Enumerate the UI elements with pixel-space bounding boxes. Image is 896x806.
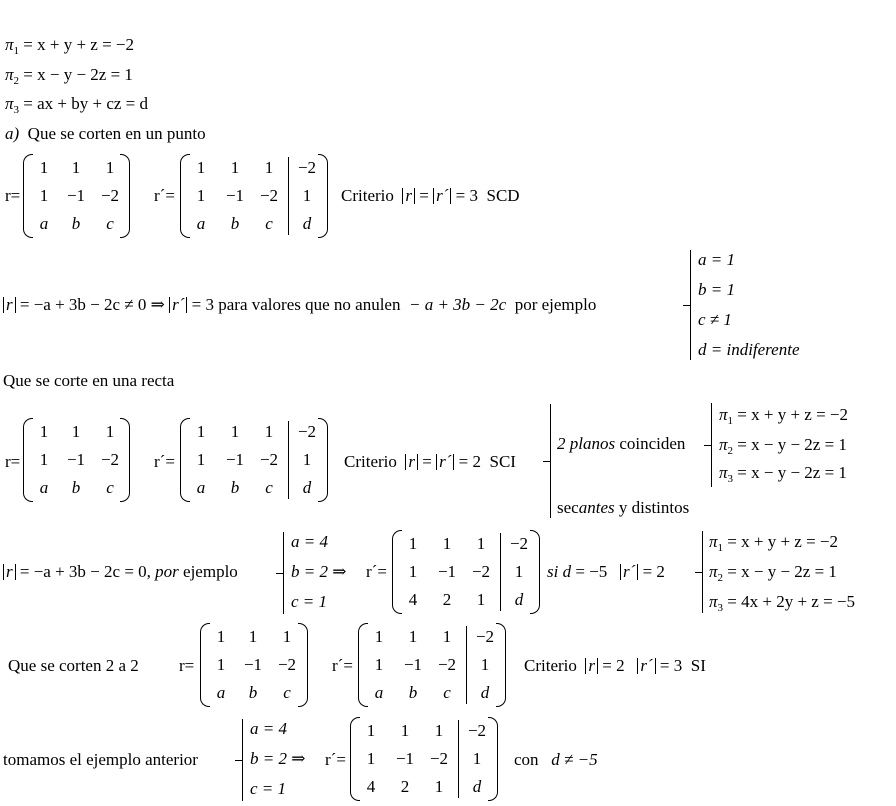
r-label: r= bbox=[5, 186, 21, 205]
recta-heading: Que se corte en una recta bbox=[3, 371, 175, 390]
rank-condition-2: r = −a + 3b − 2c = 0, por ejemplo bbox=[3, 562, 238, 582]
matrix-example-2: 1 1 1 −2 1 −1 −2 1 4 2 1 d bbox=[350, 717, 498, 801]
matrix-r-1: 1 1 1 1 −1 −2 a b c bbox=[23, 154, 130, 238]
ex-plane-3: $\pi_3 = 4x + 2y + z = -5$ bbox=[709, 592, 856, 614]
brace-example-3 bbox=[242, 719, 250, 801]
matrix-ra-3: 1 1 1 −2 1 −1 −2 1 a b c d bbox=[358, 623, 506, 707]
sci-case-secantes: secantes y distintos bbox=[557, 498, 690, 517]
matrix-r-3: 1 1 1 1 −1 −2 a b c bbox=[200, 623, 308, 707]
ra-label: r´= bbox=[154, 452, 175, 471]
rank-condition-1: r = −a + 3b − 2c ≠ 0 ⇒ r´ = 3 para valores que no anulen − a + 3b − 2c por ejemplo bbox=[3, 295, 596, 315]
matrix-r-2: 1 1 1 1 −1 −2 a b c bbox=[23, 418, 130, 502]
brace-coinciden bbox=[711, 403, 719, 487]
example1-b: b = 1 bbox=[698, 280, 735, 299]
sci-plane-1: $\pi_1 = x + y + z = -2$ bbox=[719, 405, 849, 427]
example3-a: a = 4 bbox=[250, 719, 287, 738]
part-a-heading: a) Que se corten en un punto bbox=[5, 124, 206, 143]
brace-example-1 bbox=[690, 250, 698, 360]
criterio-sci: Criterio r = r´ = 2 SCI bbox=[344, 452, 516, 471]
ra-label: r´= bbox=[332, 656, 353, 675]
plane-eq-1: $\pi_1 = x + y + z = -2$ bbox=[5, 35, 135, 57]
r-label: r= bbox=[5, 452, 21, 471]
example2-a: a = 4 bbox=[291, 532, 328, 551]
example1-a: a = 1 bbox=[698, 250, 735, 269]
dos-a-dos-heading: Que se corten 2 a 2 bbox=[8, 656, 139, 675]
example3-b: b = 2 ⇒ bbox=[250, 749, 306, 768]
brace-example-2 bbox=[283, 532, 291, 614]
ra-label: r´= bbox=[154, 186, 175, 205]
criterio-scd: Criterio r = r´ = 3 SCD bbox=[341, 186, 520, 205]
si-d-condition: si d = −5 r´ = 2 bbox=[547, 562, 665, 581]
criterio-si: Criterio r = 2 r´ = 3 SI bbox=[524, 656, 706, 675]
ex-plane-1: $\pi_1 = x + y + z = -2$ bbox=[709, 532, 839, 554]
example1-d: d = indiferente bbox=[698, 340, 800, 359]
example3-c: c = 1 bbox=[250, 779, 287, 798]
example2-c: c = 1 bbox=[291, 592, 328, 611]
sci-plane-3: $\pi_3 = x - y - 2z = 1$ bbox=[719, 463, 847, 485]
sci-plane-2: $\pi_2 = x - y - 2z = 1$ bbox=[719, 435, 847, 457]
matrix-ra-2: 1 1 1 −2 1 −1 −2 1 a b c d bbox=[180, 418, 328, 502]
plane-eq-2: $\pi_2 = x - y - 2z = 1$ bbox=[5, 65, 133, 87]
matrix-ra-1: 1 1 1 −2 1 −1 −2 1 a b c d bbox=[180, 154, 328, 238]
ra-label: r´= bbox=[325, 750, 346, 769]
example2-b: b = 2 ⇒ bbox=[291, 562, 347, 581]
ra-label: r´= bbox=[366, 562, 387, 581]
tomamos-text: tomamos el ejemplo anterior bbox=[3, 750, 198, 769]
r-label: r= bbox=[179, 656, 195, 675]
matrix-example-1: 1 1 1 −2 1 −1 −2 1 4 2 1 d bbox=[392, 530, 540, 614]
ex-plane-2: $\pi_2 = x - y - 2z = 1$ bbox=[709, 562, 837, 584]
sci-case-coinciden: 2 planos coinciden bbox=[557, 434, 686, 453]
example1-c: c ≠ 1 bbox=[698, 310, 732, 329]
plane-eq-3: $\pi_3$ = ax + by + cz = d bbox=[5, 94, 149, 116]
con-condition: con d ≠ −5 bbox=[514, 750, 598, 769]
